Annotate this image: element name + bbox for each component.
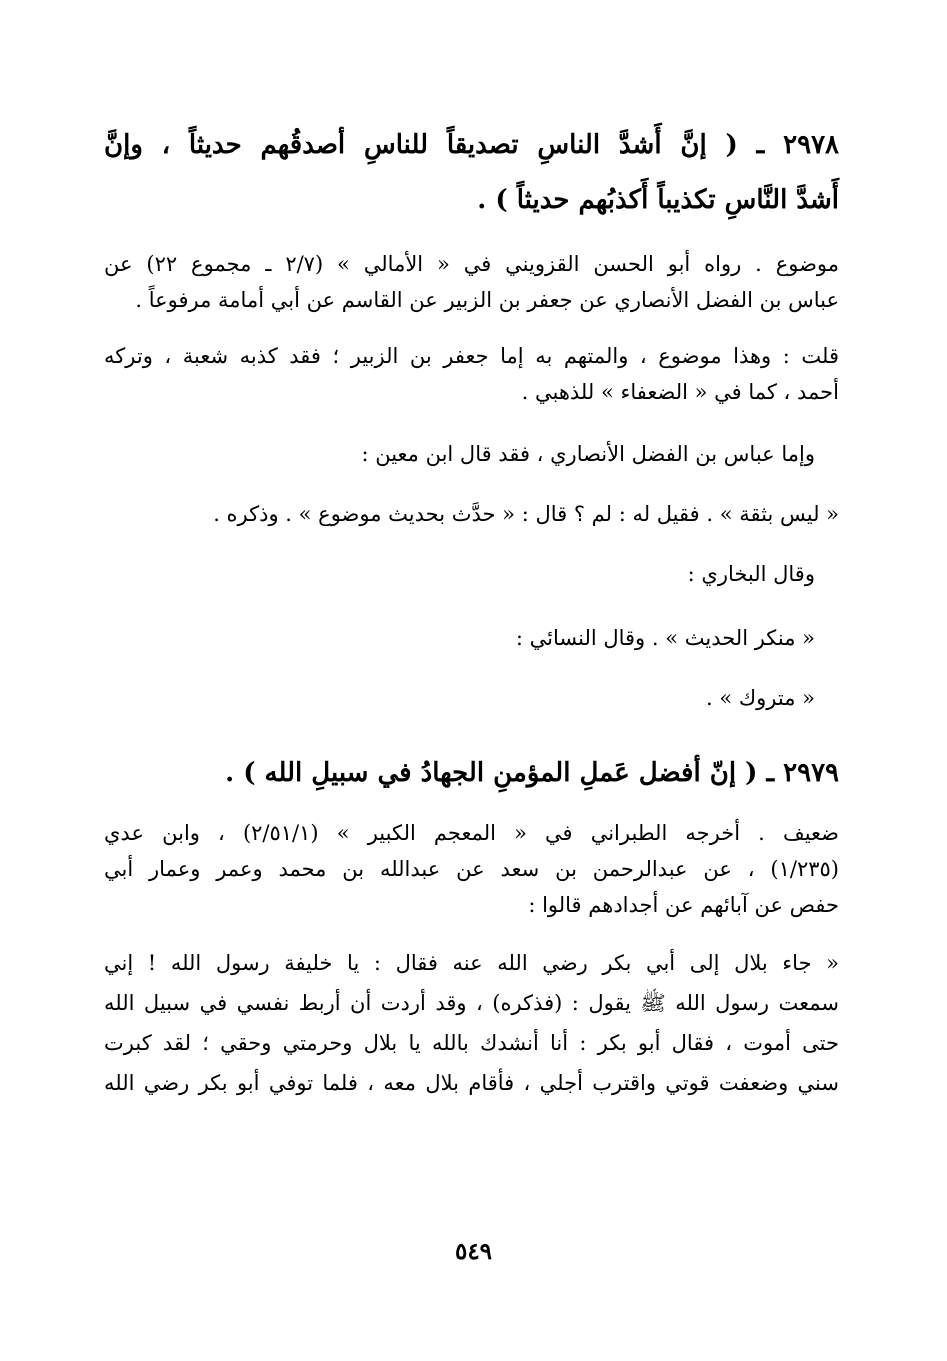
heading-line: أَشدَّ النَّاسِ تكذيباً أَكذبُهم حديثاً ) . [477,185,839,215]
hadith-2979-grading [104,815,839,923]
text-line: حفص عن آبائهم عن أجدادهم قالوا : [528,893,839,917]
text-line: « متروك » . [705,686,815,710]
text-line: وإما عباس بن الفضل الأنصاري ، فقد قال ابن معين : [361,442,815,466]
heading-line: ٢٩٧٩ ـ ( إنّ أفضل عَملِ المؤمنِ الجهادُ في سبيلِ الله ) . [225,758,839,788]
text-line: أحمد ، كما في « الضعفاء » للذهبي . [521,380,839,404]
text-line: قلت : وهذا موضوع ، والمتهم به إما جعفر بن الزبير ؛ فقد كذبه شعبة ، وتركه [104,344,839,368]
text-line: « منكر الحديث » . وقال النسائي : [515,626,815,650]
abbas-paragraph [104,436,839,472]
matrook-line [104,680,839,716]
hadith-2979-heading [104,746,839,801]
text-line: موضوع . رواه أبو الحسن القزويني في « الأمالي » (٢/٧ ـ مجموع ٢٢) عن [104,252,840,276]
text-line: « ليس بثقة » . فقيل له : لم ؟ قال : « حدَّث بحديث موضوع » . وذكره . [213,502,839,526]
text-line: وقال البخاري : [687,562,815,586]
bukhari-line [104,556,839,592]
page-content [104,118,839,1103]
text-line: سني وضعفت قوتي واقترب أجلي ، فأقام بلال معه ، فلما توفي أبو بكر رضي الله [104,1071,839,1095]
munkar-line [104,620,839,656]
text-line: عباس بن الفضل الأنصاري عن جعفر بن الزبير عن القاسم عن أبي أمامة مرفوعاً . [135,288,839,312]
heading-line: ٢٩٧٨ ـ ( إنَّ أَشدَّ الناسِ تصديقاً للناسِ أصدقُهم حديثاً ، وإنَّ [104,130,839,160]
text-line: (١/٢٣٥) ، عن عبدالرحمن بن سعد عن عبدالله بن محمد وعمر وعمار أبي [104,857,839,881]
page-number: ٥٤٩ [454,1238,493,1265]
hadith-2978-comment [104,338,839,410]
bilal-quote [104,943,839,1103]
hadith-2978-heading [104,118,839,228]
text-line: سمعت رسول الله ﷺ يقول : (فذكره) ، وقد أردت أن أربط نفسي في سبيل الله [104,991,839,1015]
ibn-maeen-quote [104,496,839,532]
text-line: حتى أموت ، فقال أبو بكر : أنا أنشدك بالله يا بلال وحرمتي وحقي ؛ لقد كبرت [104,1031,839,1055]
text-line: « جاء بلال إلى أبي بكر رضي الله عنه فقال : يا خليفة رسول الله ! إني [104,951,839,975]
text-line: ضعيف . أخرجه الطبراني في « المعجم الكبير » (٢/٥١/١) ، وابن عدي [104,821,839,845]
hadith-2978-grading [104,246,839,318]
